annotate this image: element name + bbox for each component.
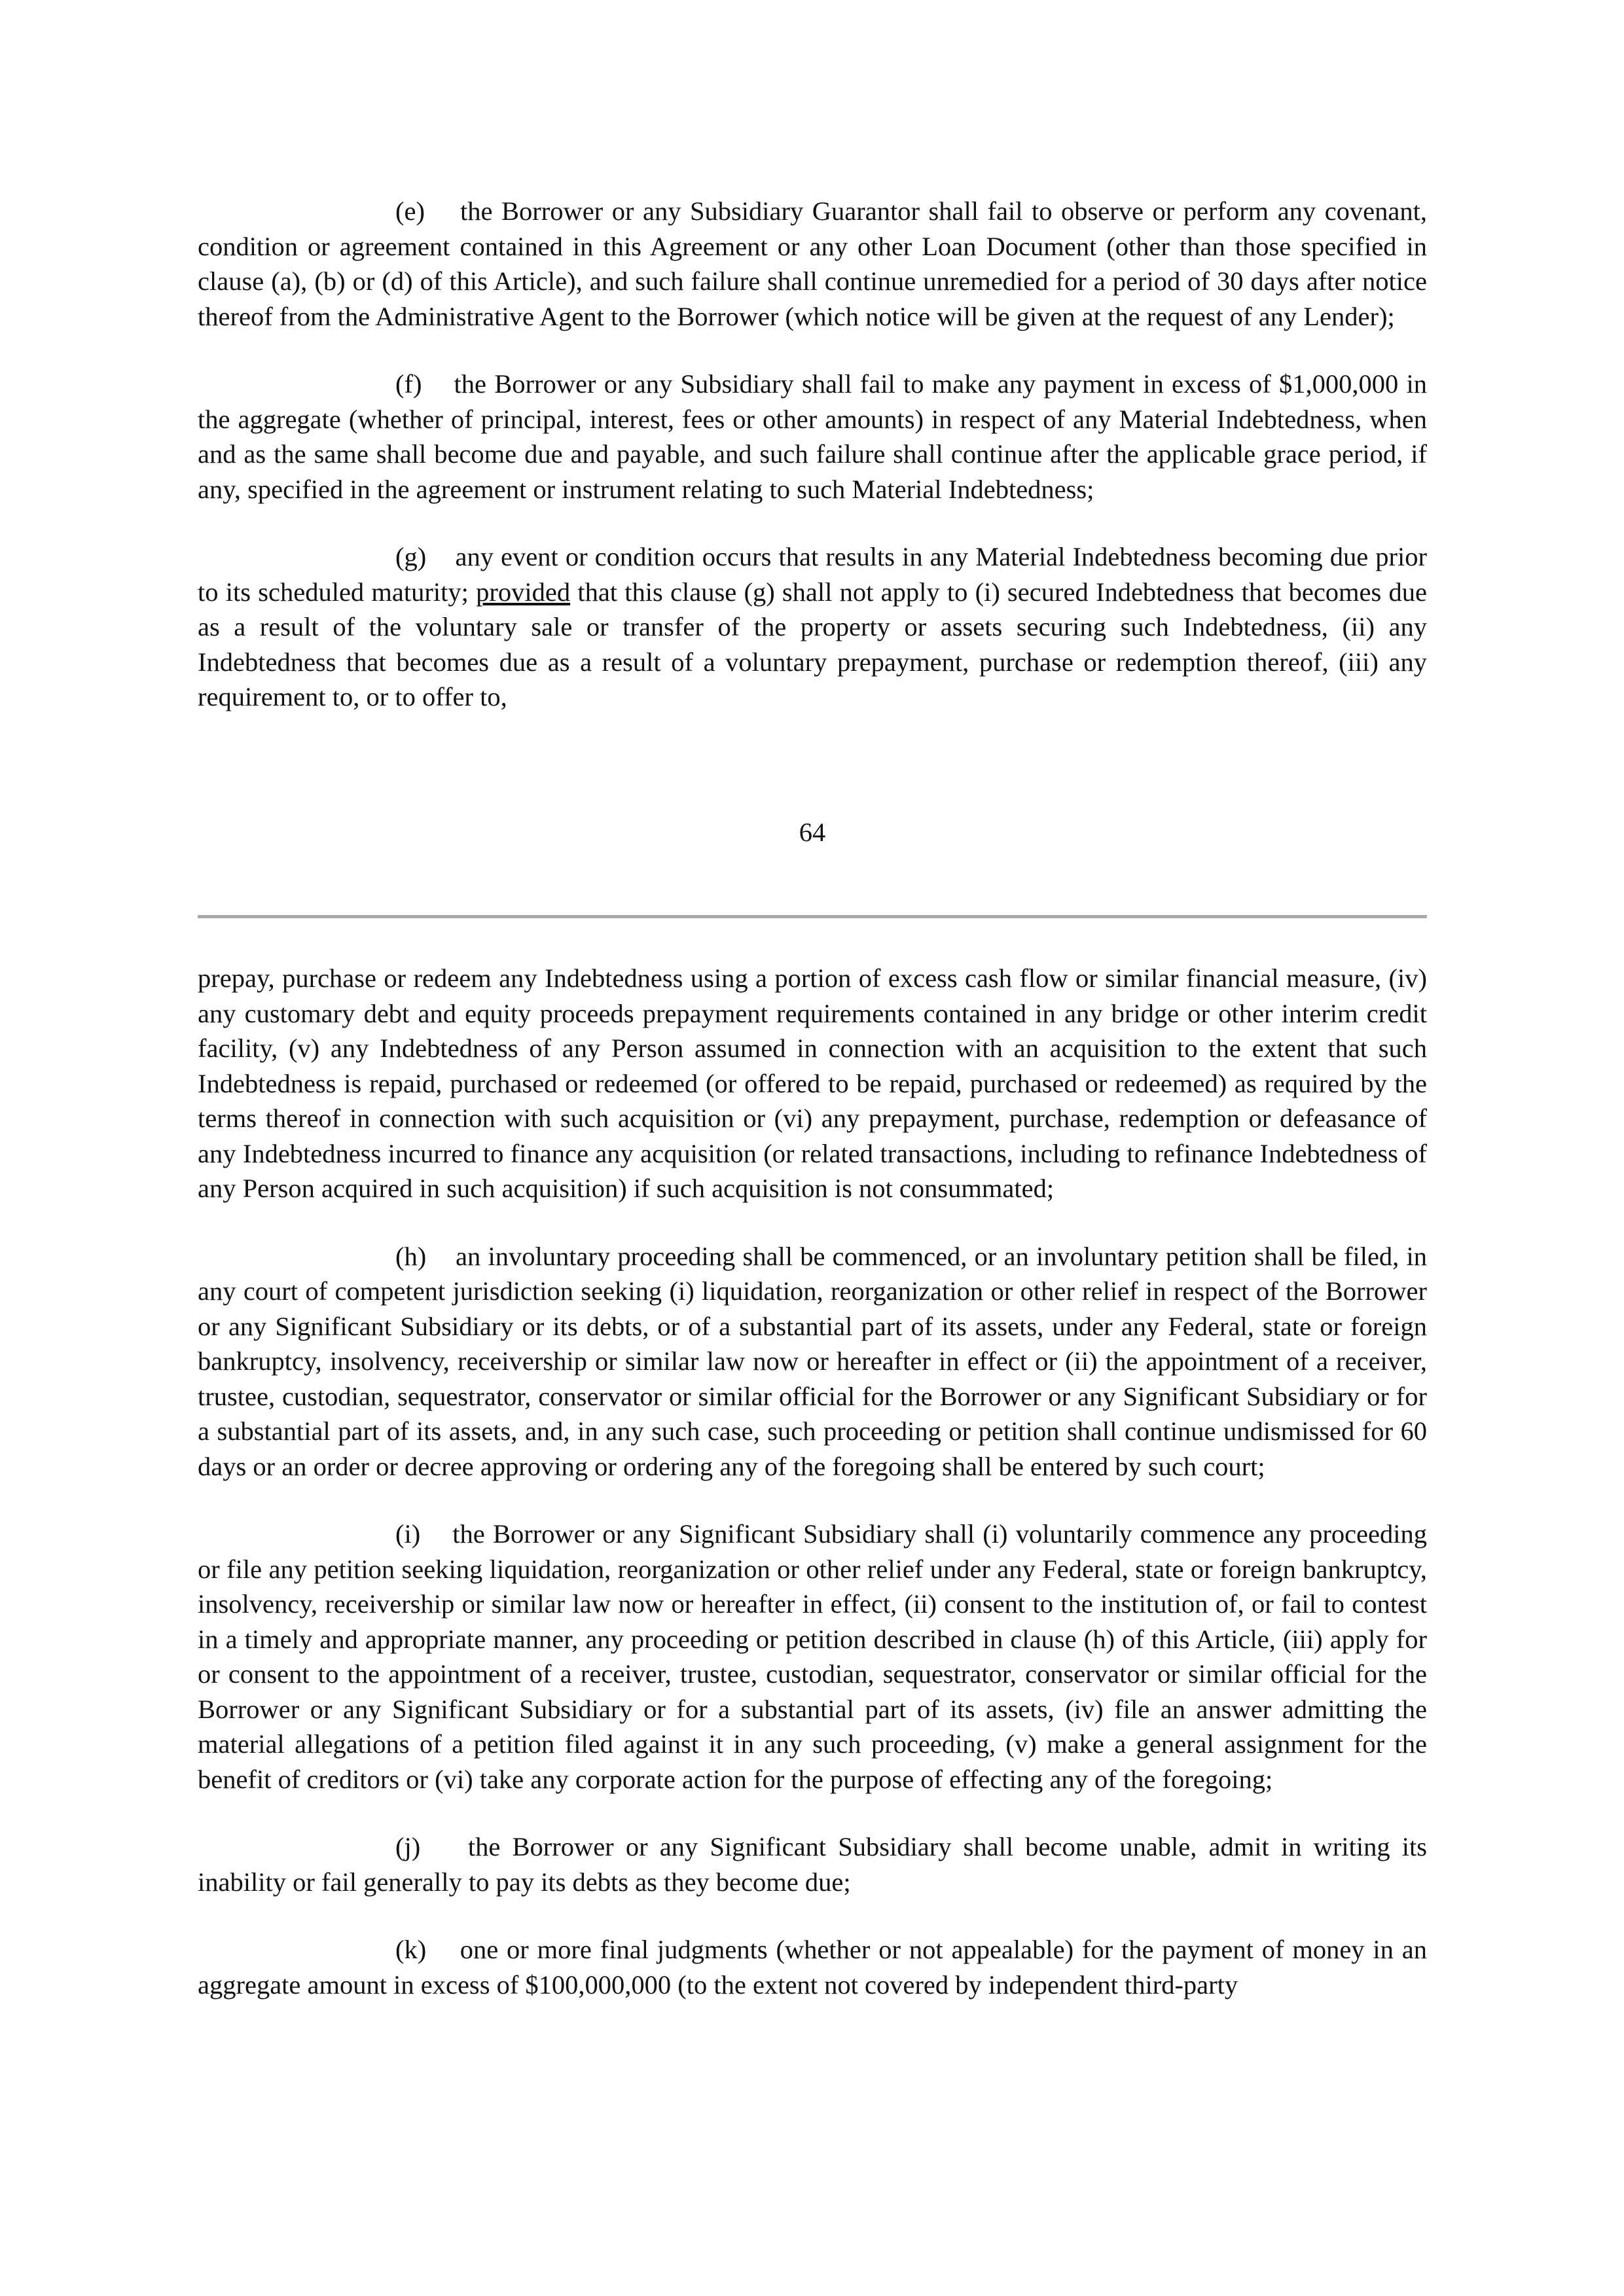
paragraph-i-text: the Borrower or any Significant Subsidiary shall (i) voluntarily commence any proceeding or file any petition seeking liquidation, reorganization or other relief under any Federal, state or foreign bankruptcy, insolvency, receivership or similar law now or hereafter in effect, (ii) consent to the institution of, or fail to contest in a timely and appropriate manner, any proceeding or petition described in clause (h) of this Article, (iii) apply for or consent to the appointment of a receiver, trustee, custodian, sequestrator, conservator or similar official for the Borrower or any Significant Subsidiary or for a substantial part of its assets, (iv) file an answer admitting the material allegations of a petition filed against it in any such proceeding, (v) make a general assignment for the benefit of creditors or (vi) take any corporate action for the purpose of effecting any of the foregoing; — [198, 1519, 1428, 1794]
paragraph-g-text-after: that this clause (g) shall not apply to (i) secured Indebtedness that becomes due as a result of the voluntary sale or transfer of the property or assets securing such Indebtedness, (ii) any Indebtedness that becomes due as a result of a voluntary prepayment, purchase or redemption thereof, (iii) any requirement to, or to offer to, — [198, 577, 1427, 711]
clause-label-f: (f) — [395, 369, 422, 399]
paragraph-j-text: the Borrower or any Significant Subsidiary shall become unable, admit in writing its inability or fail generally to pay its debts as they become due; — [198, 1832, 1428, 1897]
clause-label-g: (g) — [395, 542, 427, 571]
clause-label-j: (j) — [395, 1832, 421, 1861]
paragraph-h-text: an involuntary proceeding shall be commenced, or an involuntary petition shall be filed, in any court of competent jurisdiction seeking (i) liquidation, reorganization or other relief in respect of the Borrower or any Significant Subsidiary or its debts, or of a substantial part of its assets, under any Federal, state or foreign bankruptcy, insolvency, receivership or similar law now or hereafter in effect or (ii) the appointment of a receiver, trustee, custodian, sequestrator, conservator or similar official for the Borrower or any Significant Subsidiary or for a substantial part of its assets, and, in any such case, such proceeding or petition shall continue undismissed for 60 days or an order or decree approving or ordering any of the foregoing shall be entered by such court; — [198, 1241, 1428, 1481]
clause-label-k: (k) — [395, 1935, 427, 1964]
paragraph-k — [198, 1932, 1427, 2002]
clause-label-i: (i) — [395, 1519, 421, 1549]
provided-underlined: provided — [476, 577, 571, 607]
paragraph-e-text: the Borrower or any Subsidiary Guarantor shall fail to observe or perform any covenant, condition or agreement contained in this Agreement or any other Loan Document (other than those specified in clause (a), (b) or (d) of this Article), and such failure shall continue unremedied for a period of 30 days after notice thereof from the Administrative Agent to the Borrower (which notice will be given at the request of any Lender); — [198, 196, 1428, 331]
paragraph-k-text: one or more final judgments (whether or not appealable) for the payment of money in an aggregate amount in excess of $100,000,000 (to the extent not covered by independent third-party — [198, 1935, 1428, 2000]
paragraph-g-text-before: any event or condition occurs that results in any Material Indebtedness becoming due prior to its scheduled maturity; — [198, 542, 1427, 607]
paragraph-f-text: the Borrower or any Subsidiary shall fail to make any payment in excess of $1,000,000 in the aggregate (whether of principal, interest, fees or other amounts) in respect of any Material Indebtedness, when and as the same shall become due and payable, and such failure shall continue after the applicable grace period, if any, specified in the agreement or instrument relating to such Material Indebtedness; — [198, 369, 1427, 504]
paragraph-j — [198, 1829, 1427, 1899]
paragraph-h — [198, 1239, 1427, 1484]
paragraph-e — [198, 194, 1427, 334]
document-page-bottom — [198, 961, 1427, 2035]
paragraph-f — [198, 367, 1427, 507]
clause-label-h: (h) — [395, 1241, 427, 1271]
document-page-top — [198, 194, 1427, 747]
clause-label-e: (e) — [395, 196, 425, 226]
paragraph-i — [198, 1516, 1427, 1797]
page-number: 64 — [799, 817, 826, 847]
page-divider — [198, 915, 1427, 918]
paragraph-g — [198, 539, 1427, 715]
paragraph-g-continued: prepay, purchase or redeem any Indebtedness using a portion of excess cash flow or similar financial measure, (iv) any customary debt and equity proceeds prepayment requirements contained in any bridge or other interim credit facility, (v) any Indebtedness of any Person assumed in connection with an acquisition to the extent that such Indebtedness is repaid, purchased or redeemed (or offered to be repaid, purchased or redeemed) as required by the terms thereof in connection with such acquisition or (vi) any prepayment, purchase, redemption or defeasance of any Indebtedness incurred to finance any acquisition (or related transactions, including to refinance Indebtedness of any Person acquired in such acquisition) if such acquisition is not consummated; — [198, 963, 1427, 1203]
